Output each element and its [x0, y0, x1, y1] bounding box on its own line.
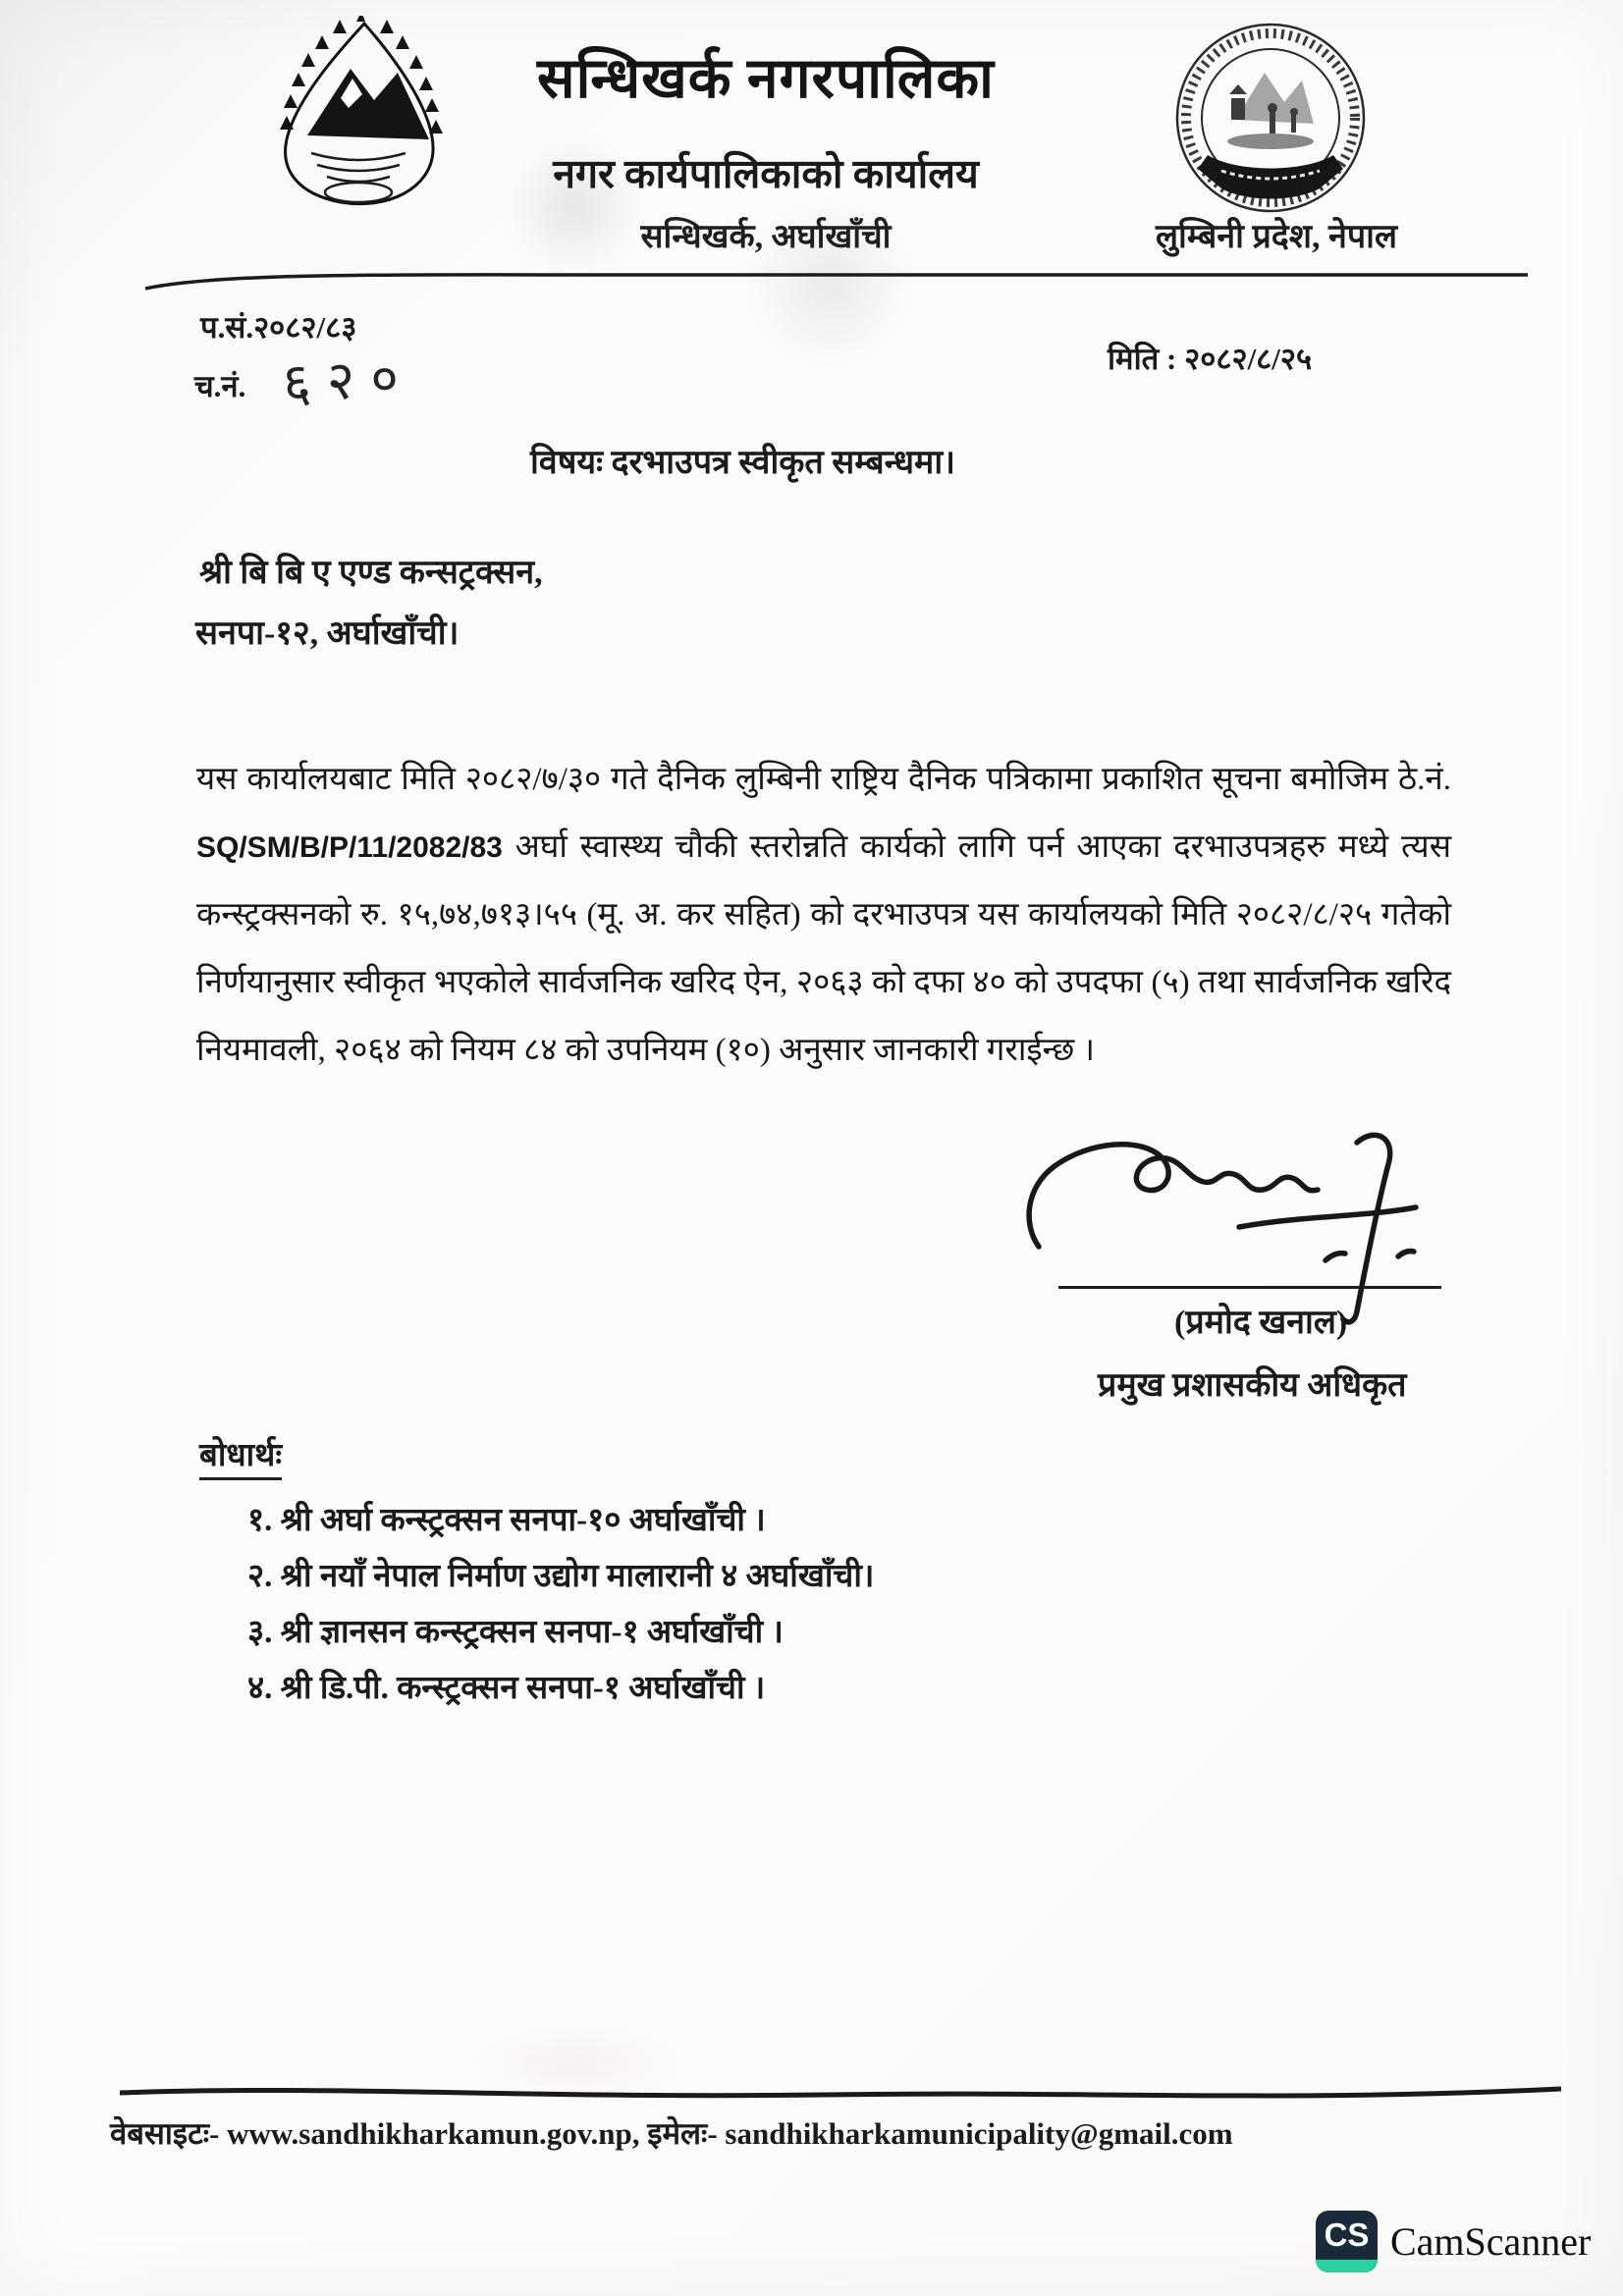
footer-divider — [118, 2083, 1566, 2107]
footer-contact-line — [110, 2112, 1543, 2154]
cc-item: ३. श्री ज्ञानसन कन्स्ट्रक्सन सनपा-१ अर्घाखाँची । — [247, 1615, 784, 1650]
letter-date: मिति : २०८२/८/२५ — [1108, 342, 1313, 376]
office-address: सन्धिखर्क, अर्घाखाँची — [640, 219, 892, 255]
office-name: नगर कार्यपालिकाको कार्यालय — [553, 151, 979, 196]
subject-line: विषयः दरभाउपत्र स्वीकृत सम्बन्धमा। — [530, 445, 956, 481]
dispatch-number-label: च.नं. — [194, 369, 246, 403]
letter-body: यस कार्यालयबाट मिति २०८२/७/३० गते दैनिक लुम्बिनी राष्ट्रिय दैनिक पत्रिकामा प्रकाशित सूचना बमोजिम ठे.नं. SQ/SM/B/P/11/2082/83 अर्घा स्वास्थ्य चौकी स्तरोन्नति कार्यको लागि पर्न आएका दरभाउपत्रहरु मध्ये त्यस कन्स्ट्रक्सनको रु. १५,७४,७१३।५५ (मू. अ. कर सहित) को दरभाउपत्र यस कार्यालयको मिति २०८२/८/२५ गतेको निर्णयानुसार स्वीकृत भएकोले सार्वजनिक खरिद ऐन, २०६३ को दफा ४० को उपदफा (५) तथा सार्वजनिक खरिद नियमावली, २०६४ को नियम ८४ को उपनियम (१०) अनुसार जानकारी गराईन्छ । — [196, 762, 1451, 1068]
addressee-address: सनपा-१२, अर्घाखाँची। — [195, 615, 460, 652]
camscanner-icon-accent-strip — [1316, 2260, 1378, 2272]
email-label: इमेलः- — [639, 2116, 726, 2151]
addressee-name: श्री बि बि ए एण्ड कन्सट्रक्सन, — [199, 555, 543, 591]
header-divider — [143, 271, 1530, 293]
municipal-seal-icon — [1170, 22, 1371, 222]
signature-line — [1058, 1286, 1441, 1289]
cc-heading: बोधार्थः — [199, 1431, 282, 1480]
signatory-name: (प्रमोद खनाल) — [1174, 1305, 1348, 1341]
dispatch-number-handwritten: ६२० — [281, 347, 416, 414]
municipality-name: सन्धिखर्क नगरपालिका — [537, 48, 995, 110]
camscanner-icon-letters: CS — [1324, 2216, 1370, 2253]
cc-item: ४. श्री डि.पी. कन्स्ट्रक्सन सनपा-१ अर्घाखाँची । — [247, 1671, 766, 1706]
cc-item: १. श्री अर्घा कन्स्ट्रक्सन सनपा-१० अर्घाखाँची । — [247, 1503, 766, 1538]
reference-number: प.सं.२०८२/८३ — [200, 310, 357, 345]
cc-item: २. श्री नयाँ नेपाल निर्माण उद्योग मालारानी ४ अर्घाखाँची। — [247, 1559, 875, 1594]
website-url: www.sandhikharkamun.gov.np, — [219, 2116, 640, 2151]
website-label: वेबसाइटः- — [110, 2116, 220, 2151]
province-line: लुम्बिनी प्रदेश, नेपाल — [1155, 219, 1398, 255]
camscanner-wordmark: CamScanner — [1390, 2219, 1592, 2264]
camscanner-icon — [1316, 2211, 1378, 2272]
signatory-title: प्रमुख प्रशासकीय अधिकृत — [1098, 1367, 1407, 1404]
email-address: sandhikharkamunicipality@gmail.com — [725, 2116, 1233, 2151]
